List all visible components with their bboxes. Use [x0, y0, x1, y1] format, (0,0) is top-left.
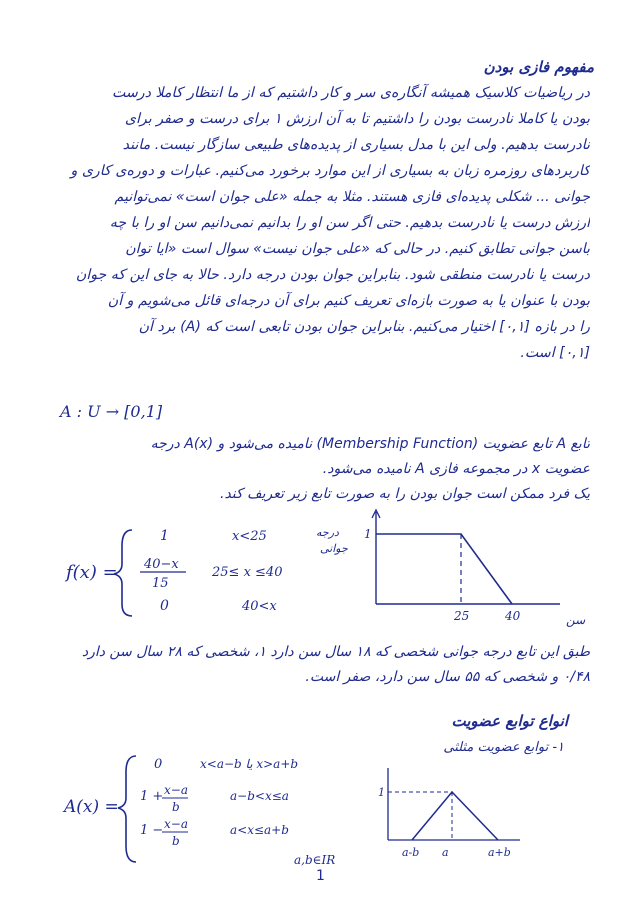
A-case-2-cond: a−b<x≤a: [230, 789, 289, 803]
text-line: یک فرد ممکن است جوان بودن را به صورت تابع زیر تعریف کند.: [220, 486, 590, 502]
text-line: ارزش درست یا نادرست بدهیم. حتی اگر سن او را بدانیم نمی‌دانیم سن او را با چه: [109, 215, 590, 231]
left-brace: [118, 756, 136, 862]
f-case-3-cond: 40<x: [242, 599, 277, 614]
text-line: جوانی ... شکلی پدیده‌ای فازی هستند. مثلا به جمله «علی جوان است» نمی‌توانیم: [114, 189, 590, 205]
f-case-3-expr: 0: [160, 598, 169, 614]
f-case-2-num: 40−x: [144, 557, 179, 572]
piecewise-triangular-function: [60, 750, 360, 880]
y-tick-label: 1: [378, 786, 385, 799]
f-case-2-cond: 25≤ x ≤40: [212, 565, 283, 580]
subsection-heading-triangular: ۱- توابع عضویت مثلثی: [443, 740, 564, 755]
text-line: در ریاضیات کلاسیک همیشه آنگاره‌ی سر و کار داشتیم که از ما انتظار کاملا درست: [111, 85, 590, 101]
f-case-2-den: 15: [152, 576, 169, 591]
x-tick-label: a-b: [402, 846, 420, 859]
text-line: باسن جوانی تطابق کنیم. در حالی که «علی جوان نیست» سوال است «ایا توان: [125, 241, 590, 257]
membership-line: [412, 792, 498, 840]
A-case-3-num: x−a: [164, 817, 188, 831]
membership-line: [376, 534, 512, 604]
section-heading-fuzziness: مفهوم فازی بودن: [483, 58, 594, 76]
text-line: تابع A تابع عضویت (Membership Function) نامیده می‌شود و A(x) درجه: [150, 436, 590, 452]
A-case-2-den: b: [172, 800, 180, 814]
x-axis-label: سن: [566, 613, 586, 627]
A-case-3-cond: a<x≤a+b: [230, 823, 289, 837]
paragraph-example: [40, 640, 590, 690]
f-lhs: f(x) =: [66, 562, 118, 583]
left-brace: [114, 530, 132, 616]
A-case-1-expr: 0: [154, 757, 163, 772]
f-case-1-expr: 1: [160, 528, 169, 544]
text-line: بودن یا کاملا نادرست بودن را داشتیم تا به آن ارزش ۱ برای درست و صفر برای: [124, 111, 590, 127]
text-line: نادرست بدهیم. ولی این با مدل بسیاری از پدیده‌های طبیعی سازگار نیست. مانند: [122, 137, 590, 153]
text-line: بودن با عنوان یا به صورت بازه‌ای تعریف کنیم برای آن درجه‌ای قائل می‌شویم و آن: [107, 293, 590, 309]
A-case-3-den: b: [172, 834, 180, 848]
membership-map-equation: A : U → [0,1]: [60, 402, 163, 421]
x-tick-label: 40: [505, 609, 521, 623]
paragraph-definition: [40, 418, 590, 507]
youth-membership-chart: [316, 500, 600, 627]
triangular-membership-chart: [374, 752, 524, 862]
y-tick-label: 1: [364, 527, 372, 541]
A-case-2-pre: 1 +: [140, 789, 164, 804]
x-tick-label: 25: [454, 609, 470, 623]
A-case-2-num: x−a: [164, 783, 188, 797]
section-heading-membership-types: انواع توابع عضویت: [451, 712, 568, 730]
A-lhs: A(x) =: [64, 797, 119, 817]
f-case-1-cond: x<25: [232, 529, 267, 544]
A-case-1-cond: x<a−b یا x>a+b: [200, 757, 299, 771]
y-axis-label: درجه: [316, 526, 339, 539]
text-line: درست یا نادرست منطقی شود. بنابراین جوان بودن درجه دارد. حالا به جای این که جوان: [75, 267, 590, 283]
paragraph-intro: [40, 80, 590, 366]
x-tick-label: a: [442, 846, 449, 859]
text-line: [۰,۱] است.: [520, 345, 590, 361]
A-case-3-pre: 1 −: [140, 823, 164, 838]
text-line: کاربردهای روزمره زبان به بسیاری از این موارد برخورد می‌کنیم. عبارات و دوره‌ی کاری و: [70, 163, 590, 179]
text-line: را در بازه [۰,۱] اختیار می‌کنیم. بنابراین جوان بودن تابعی است که (A) برد آن: [138, 319, 590, 335]
text-line: طبق این تابع درجه جوانی شخصی که ۱۸ سال سن دارد ۱، شخصی که ۲۸ سال سن دارد: [81, 644, 590, 660]
text-line: عضویت x در مجموعه فازی A نامیده می‌شود.: [322, 461, 590, 477]
text-line: ۰/۴۸ و شخصی که ۵۵ سال سن دارد، صفر است.: [305, 669, 590, 685]
y-axis-label: جوانی: [320, 542, 348, 555]
A-domain-cond: a,b∈IR: [294, 853, 336, 867]
x-tick-label: a+b: [488, 846, 511, 859]
page-number: 1: [316, 868, 325, 884]
